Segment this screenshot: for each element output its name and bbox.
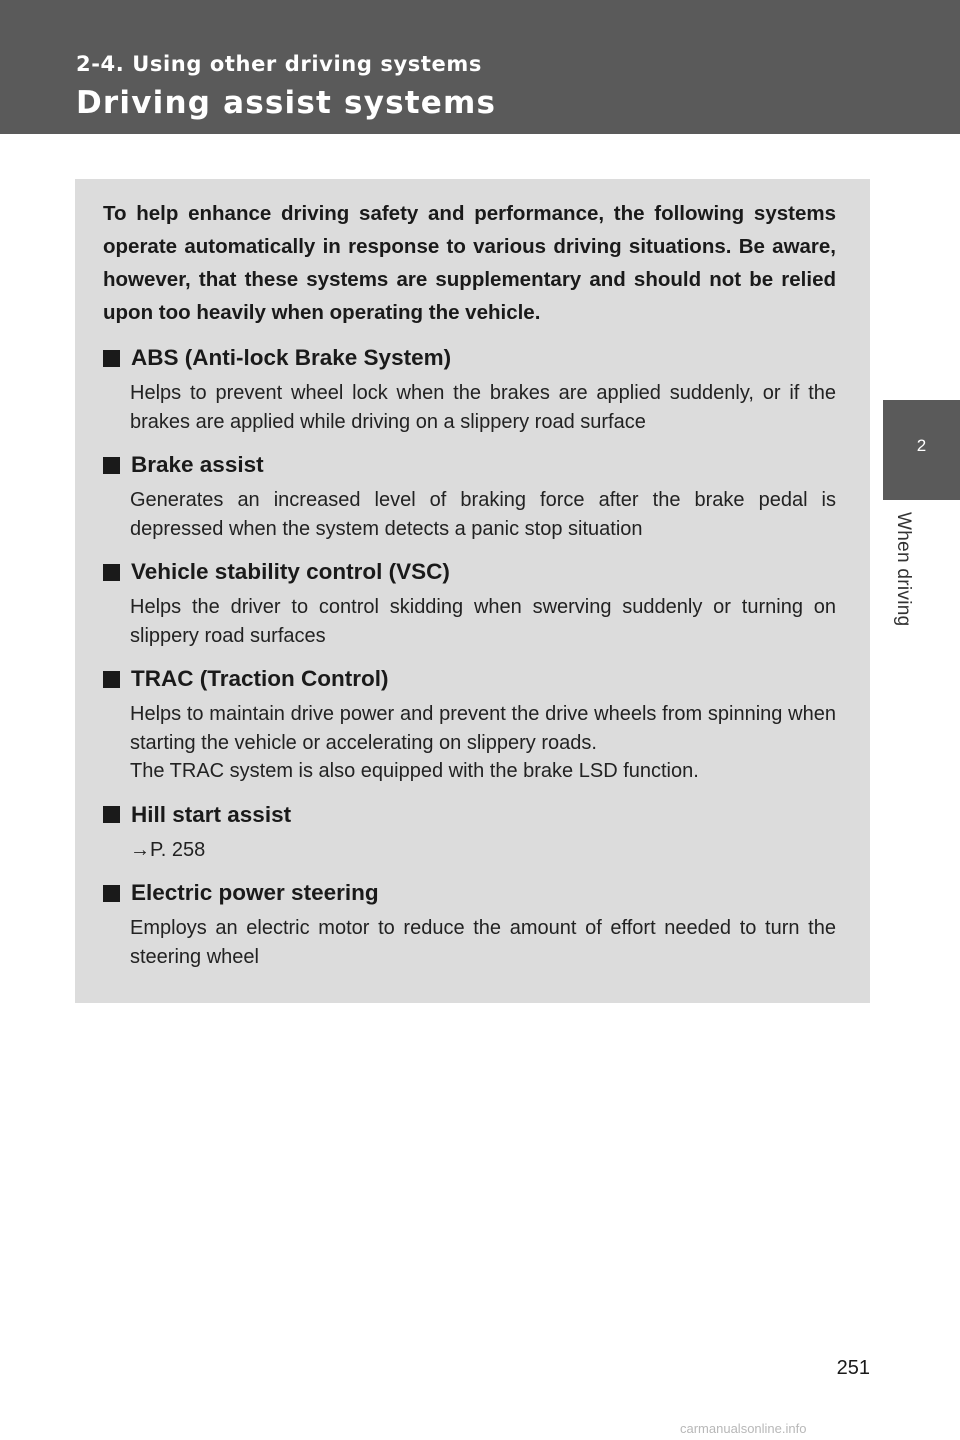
system-heading	[103, 664, 836, 694]
intro-paragraph: To help enhance driving safety and performance, the following systems operate automatically in response to various driving situations. Be aware, however, that these systems are supplementary and should not be relied upon too heavily when operating the vehicle.	[103, 202, 836, 324]
system-heading-text: TRAC (Traction Control)	[131, 666, 389, 691]
system-description	[103, 486, 836, 543]
header-band	[0, 0, 960, 134]
system-heading	[103, 878, 836, 908]
system-item-trac	[103, 664, 836, 786]
square-bullet-icon	[103, 885, 120, 902]
system-heading	[103, 450, 836, 480]
square-bullet-icon	[103, 806, 120, 823]
system-description	[103, 593, 836, 650]
square-bullet-icon	[103, 564, 120, 581]
watermark: carmanualsonline.info	[680, 1421, 807, 1436]
system-description-text: Helps the driver to control skidding when swerving suddenly or turning on slippery road surfaces	[130, 596, 836, 647]
system-description-text: The TRAC system is also equipped with the brake LSD function.	[130, 760, 699, 782]
system-description-text: Helps to prevent wheel lock when the brakes are applied suddenly, or if the brakes are applied while driving on a slippery road surface	[130, 382, 836, 433]
system-heading-text: Brake assist	[131, 452, 264, 477]
system-heading-text: Vehicle stability control (VSC)	[131, 559, 450, 584]
system-heading-text: Hill start assist	[131, 801, 292, 827]
page-title: Driving assist systems	[76, 85, 497, 121]
system-description	[103, 914, 836, 971]
system-description	[103, 836, 836, 865]
system-description	[103, 379, 836, 436]
system-description-text: Helps to maintain drive power and prevent the drive wheels from spinning when starting the vehicle or accelerating on slippery roads.	[130, 703, 836, 754]
system-description-text: Generates an increased level of braking force after the brake pedal is depressed when the system detects a panic stop situation	[130, 489, 836, 540]
system-description-text: Employs an electric motor to reduce the amount of effort needed to turn the steering wheel	[130, 917, 836, 968]
system-item-abs	[103, 343, 836, 436]
chapter-caption: When driving	[893, 512, 914, 627]
system-heading-text: ABS (Anti-lock Brake System)	[131, 345, 452, 370]
square-bullet-icon	[103, 457, 120, 474]
square-bullet-icon	[103, 350, 120, 367]
chapter-tab	[883, 400, 960, 500]
system-heading	[103, 343, 836, 373]
square-bullet-icon	[103, 671, 120, 688]
system-item-vsc	[103, 557, 836, 650]
page-reference: →P. 258	[130, 838, 206, 861]
system-item-brake-assist	[103, 450, 836, 543]
chapter-number: 2	[916, 436, 927, 455]
system-item-hill-start-assist	[103, 800, 836, 865]
section-label: 2-4. Using other driving systems	[76, 52, 482, 76]
system-heading	[103, 557, 836, 587]
system-heading	[103, 800, 836, 830]
system-description	[103, 700, 836, 786]
content-box	[75, 179, 870, 1003]
system-heading-text: Electric power steering	[131, 880, 379, 905]
system-item-electric-power-steering	[103, 878, 836, 971]
page-number: 251	[836, 1357, 870, 1379]
